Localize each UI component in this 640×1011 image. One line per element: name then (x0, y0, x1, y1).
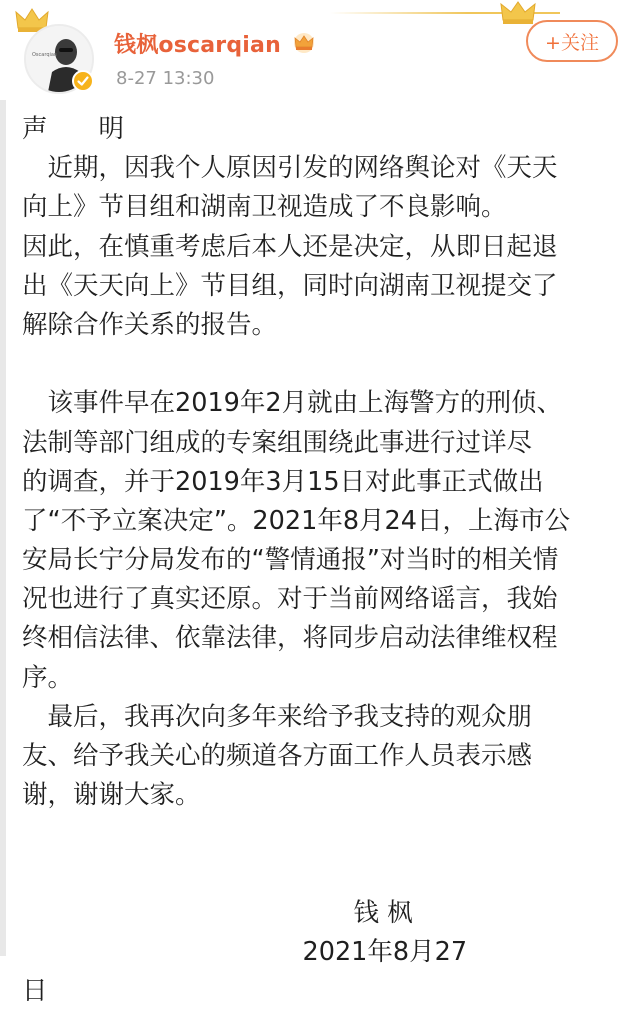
statement-line: 法制等部门组成的专案组围绕此事进行过详尽 (22, 427, 533, 458)
statement-line: 终相信法律、依靠法律，将同步启动法律维权程 (22, 623, 558, 654)
follow-button[interactable]: +关注 (526, 20, 618, 62)
statement-line: 因此，在慎重考虑后本人还是决定，从即日起退 (22, 231, 558, 262)
left-border-strip (0, 100, 6, 956)
statement-line: 况也进行了真实还原。对于当前网络谣言，我始 (22, 584, 558, 615)
statement-line: 的调查，并于2019年3月15日对此事正式做出 (22, 466, 544, 497)
post-timestamp: 8-27 13:30 (116, 68, 215, 89)
statement-line: 钱 枫 (22, 897, 413, 928)
statement-line: 声 明 (22, 114, 125, 144)
statement-line: 出《天天向上》节目组，同时向湖南卫视提交了 (22, 270, 558, 301)
verified-badge-icon (72, 70, 94, 92)
blank-line (22, 815, 634, 854)
svg-text:Oscarqian: Oscarqian (32, 52, 58, 58)
statement-line: 日 (22, 976, 48, 1007)
blank-line (22, 345, 634, 384)
statement-line: 该事件早在2019年2月就由上海警方的刑侦、 (22, 388, 563, 419)
statement-line: 序。 (22, 662, 74, 693)
statement-line: 安局长宁分局发布的“警情通报”对当时的相关情 (22, 545, 559, 576)
statement-line: 谢，谢谢大家。 (22, 780, 201, 811)
username-link[interactable]: 钱枫oscarqian (114, 33, 281, 58)
post-header (0, 0, 640, 100)
statement-line: 2021年8月27 (22, 936, 468, 967)
statement-line: 最后，我再次向多年来给予我支持的观众朋 (22, 701, 533, 732)
statement-text (22, 110, 634, 1011)
statement-line: 近期，因我个人原因引发的网络舆论对《天天 (22, 153, 558, 184)
crown-icon[interactable] (290, 30, 318, 54)
statement-line: 友、给予我关心的频道各方面工作人员表示感 (22, 741, 533, 771)
crown-decoration-icon (498, 0, 538, 26)
statement-line: 解除合作关系的报告。 (22, 309, 278, 340)
statement-line: 向上》节目组和湖南卫视造成了不良影响。 (22, 192, 507, 223)
blank-line (22, 855, 634, 894)
statement-line: 了“不予立案决定”。2021年8月24日，上海市公 (22, 505, 570, 536)
